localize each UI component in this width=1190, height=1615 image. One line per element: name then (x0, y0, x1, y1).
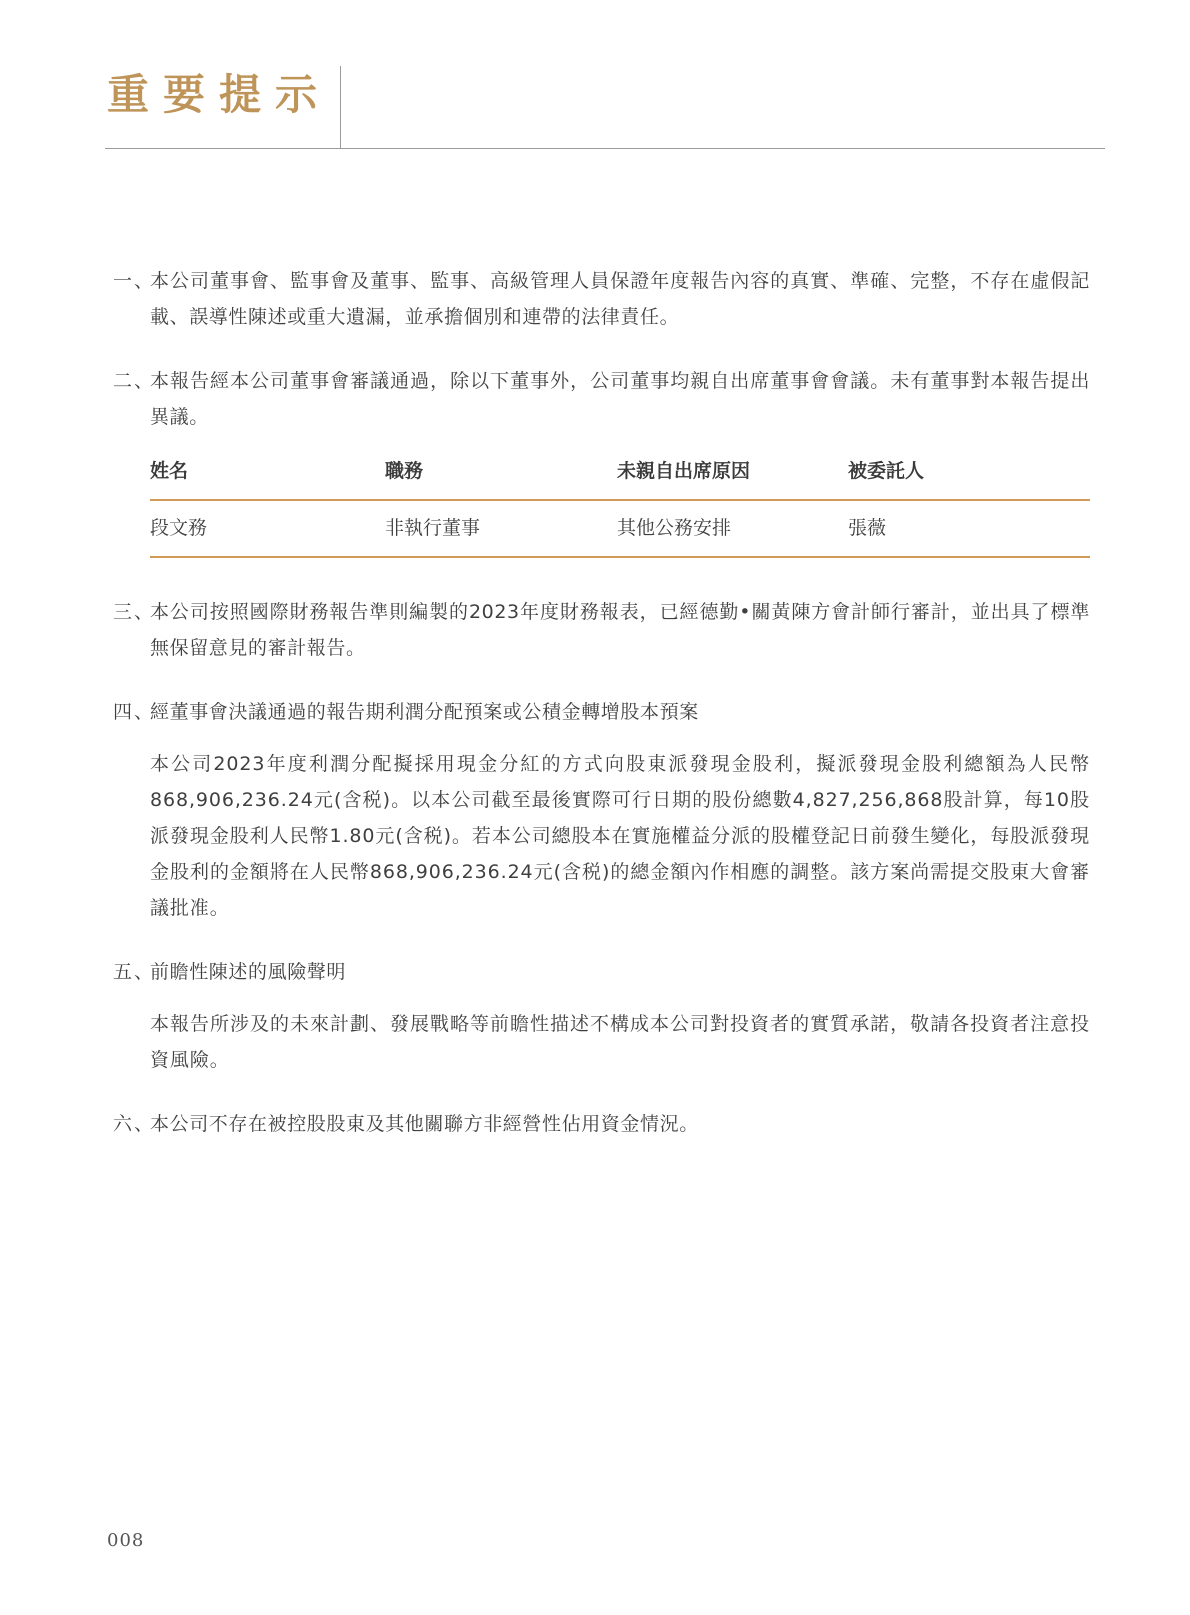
title-horizontal-divider (105, 148, 1105, 149)
item-number: 二、 (113, 370, 156, 392)
cell-position: 非執行董事 (385, 500, 617, 557)
cell-absence-reason: 其他公務安排 (617, 500, 848, 557)
item-text: 本報告經本公司董事會審議通過，除以下董事外，公司董事均親自出席董事會會議。未有董事對本報告提出異議。 (150, 370, 1090, 428)
column-header-proxy: 被委託人 (848, 449, 1090, 500)
cell-name: 段文務 (150, 500, 385, 557)
column-header-position: 職務 (385, 449, 617, 500)
item-number: 五、 (113, 961, 156, 983)
absent-directors-table (150, 449, 1090, 558)
table-header-row (150, 449, 1090, 500)
table-row (150, 500, 1090, 557)
page-number: 008 (107, 1530, 145, 1551)
title-vertical-divider (340, 66, 341, 148)
list-item-2 (113, 363, 1090, 435)
list-item-4 (113, 694, 1090, 730)
list-item-1 (113, 263, 1090, 335)
document-body (113, 263, 1090, 1142)
item-number: 四、 (113, 701, 156, 723)
item-number: 一、 (113, 270, 156, 292)
list-item-3 (113, 594, 1090, 666)
item-text: 本公司按照國際財務報告準則編製的2023年度財務報表，已經德勤•關黃陳方會計師行審計，並出具了標準無保留意見的審計報告。 (150, 601, 1090, 659)
list-item-6 (113, 1106, 1090, 1142)
column-header-name: 姓名 (150, 449, 385, 500)
item-number: 六、 (113, 1113, 156, 1135)
forward-looking-statement-paragraph: 本報告所涉及的未來計劃、發展戰略等前瞻性描述不構成本公司對投資者的實質承諾，敬請各投資者注意投資風險。 (150, 1013, 1090, 1071)
column-header-absence-reason: 未親自出席原因 (617, 449, 848, 500)
item-number: 三、 (113, 601, 156, 623)
item-text: 前瞻性陳述的風險聲明 (150, 961, 347, 983)
item-text: 經董事會決議通過的報告期利潤分配預案或公積金轉增股本預案 (150, 701, 699, 723)
list-item-5 (113, 954, 1090, 990)
cell-proxy: 張薇 (848, 500, 1090, 557)
page-title: 重要提示 (107, 70, 332, 119)
item-text: 本公司不存在被控股股東及其他關聯方非經營性佔用資金情況。 (150, 1113, 699, 1135)
dividend-distribution-paragraph: 本公司2023年度利潤分配擬採用現金分紅的方式向股東派發現金股利，擬派發現金股利總額為人民幣868,906,236.24元(含税)。以本公司截至最後實際可行日期的股份總數4,827,256,868股計算，每10股派發現金股利人民幣1.80元(含税)。若本公司總股本在實施權益分派的股權登記日前發生變化，每股派發現金股利的金額將在人民幣868,906,236.24元(含税)的總金額內作相應的調整。該方案尚需提交股東大會審議批准。 (150, 753, 1090, 919)
item-text: 本公司董事會、監事會及董事、監事、高級管理人員保證年度報告內容的真實、準確、完整，不存在虛假記載、誤導性陳述或重大遺漏，並承擔個別和連帶的法律責任。 (150, 270, 1090, 328)
